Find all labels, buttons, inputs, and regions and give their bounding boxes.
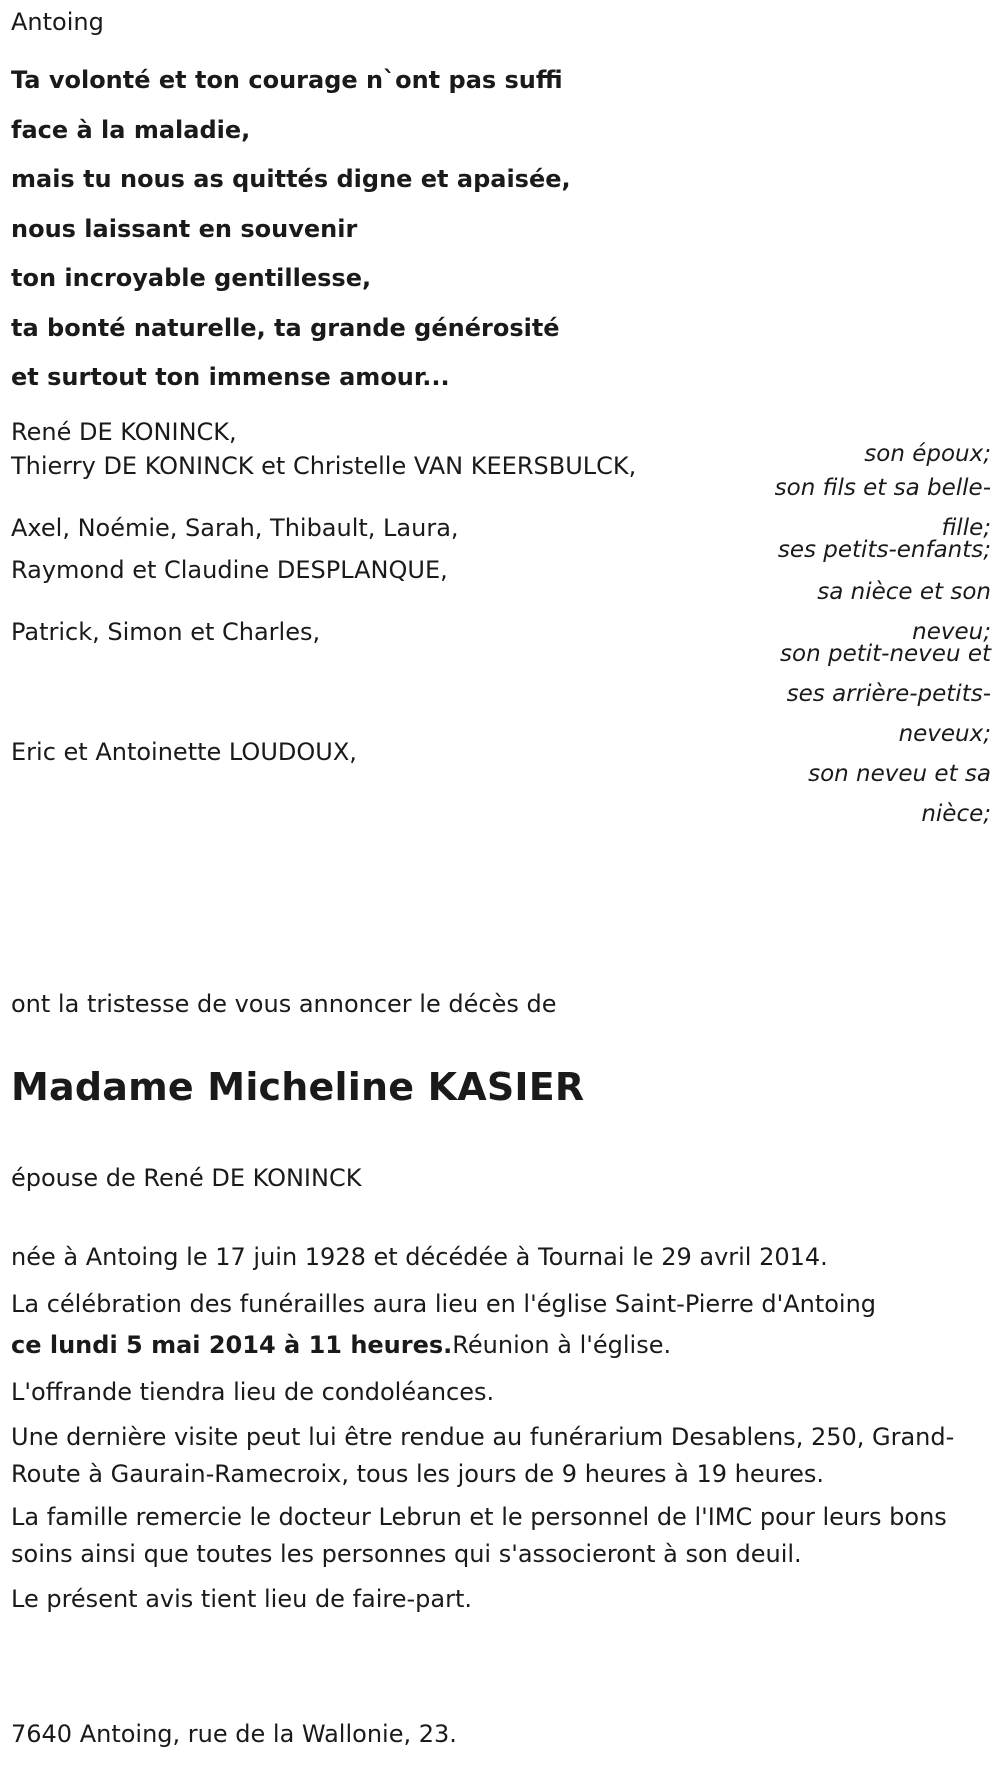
family-list (11, 418, 991, 834)
spouse-line: épouse de René DE KONINCK (11, 1164, 362, 1192)
place-heading: Antoing (11, 8, 104, 36)
offering: L'offrande tiendra lieu de condoléances. (11, 1378, 495, 1406)
family-relation: son époux; (864, 441, 991, 467)
poem-line: ta bonté naturelle, ta grande générosité (11, 313, 560, 342)
visit: Une dernière visite peut lui être rendue au funérarium Desablens, 250, Grand-Route à Gaurain-Ramecroix, tous les jours de 9 heures à 19 heures. (11, 1423, 955, 1488)
address: 7640 Antoing, rue de la Wallonie, 23. (11, 1720, 457, 1748)
poem-line: face à la maladie, (11, 115, 251, 144)
poem-line: et surtout ton immense amour... (11, 363, 450, 391)
poem-line: ton incroyable gentillesse, (11, 264, 372, 292)
birth-death: née à Antoing le 17 juin 1928 et décédée à Tournai le 29 avril 2014. (11, 1243, 828, 1271)
ceremony-date: ce lundi 5 mai 2014 à 11 heures. (11, 1331, 453, 1359)
family-name: Patrick, Simon et Charles, (11, 618, 321, 646)
ceremony-intro: La célébration des funérailles aura lieu en l'église Saint-Pierre d'Antoing (11, 1290, 877, 1318)
family-name: Axel, Noémie, Sarah, Thibault, Laura, (11, 514, 459, 542)
deceased-name: Madame Micheline KASIER (11, 1065, 585, 1109)
poem-line: mais tu nous as quittés digne et apaisée, (11, 165, 571, 193)
ceremony (11, 1284, 986, 1366)
family-relation: son neveu et sa nièce; (808, 761, 991, 827)
family-name: René DE KONINCK, (11, 418, 237, 446)
family-relation: sa nièce et son neveu; (817, 579, 991, 645)
family-name: Thierry DE KONINCK et Christelle VAN KEERSBULCK, (11, 452, 637, 480)
family-relation: son fils et sa belle-fille; (774, 475, 991, 541)
ceremony-after: Réunion à l'église. (452, 1331, 672, 1359)
details (11, 1237, 986, 1626)
family-name: Eric et Antoinette LOUDOUX, (11, 738, 357, 766)
family-row (11, 732, 991, 834)
poem (11, 56, 571, 403)
announcement: ont la tristesse de vous annoncer le décès de (11, 990, 557, 1018)
family-relation: ses petits-enfants; (777, 537, 991, 563)
thanks: La famille remercie le docteur Lebrun et le personnel de l'IMC pour leurs bons soins ainsi que toutes les personnes qui s'associeront à son deuil. (11, 1503, 947, 1568)
poem-line: nous laissant en souvenir (11, 214, 358, 243)
notice: Le présent avis tient lieu de faire-part. (11, 1585, 473, 1613)
family-name: Raymond et Claudine DESPLANQUE, (11, 556, 448, 584)
poem-line: Ta volonté et ton courage n`ont pas suffi (11, 66, 563, 94)
family-relation: son petit-neveu et ses arrière-petits-neveux; (780, 641, 991, 747)
